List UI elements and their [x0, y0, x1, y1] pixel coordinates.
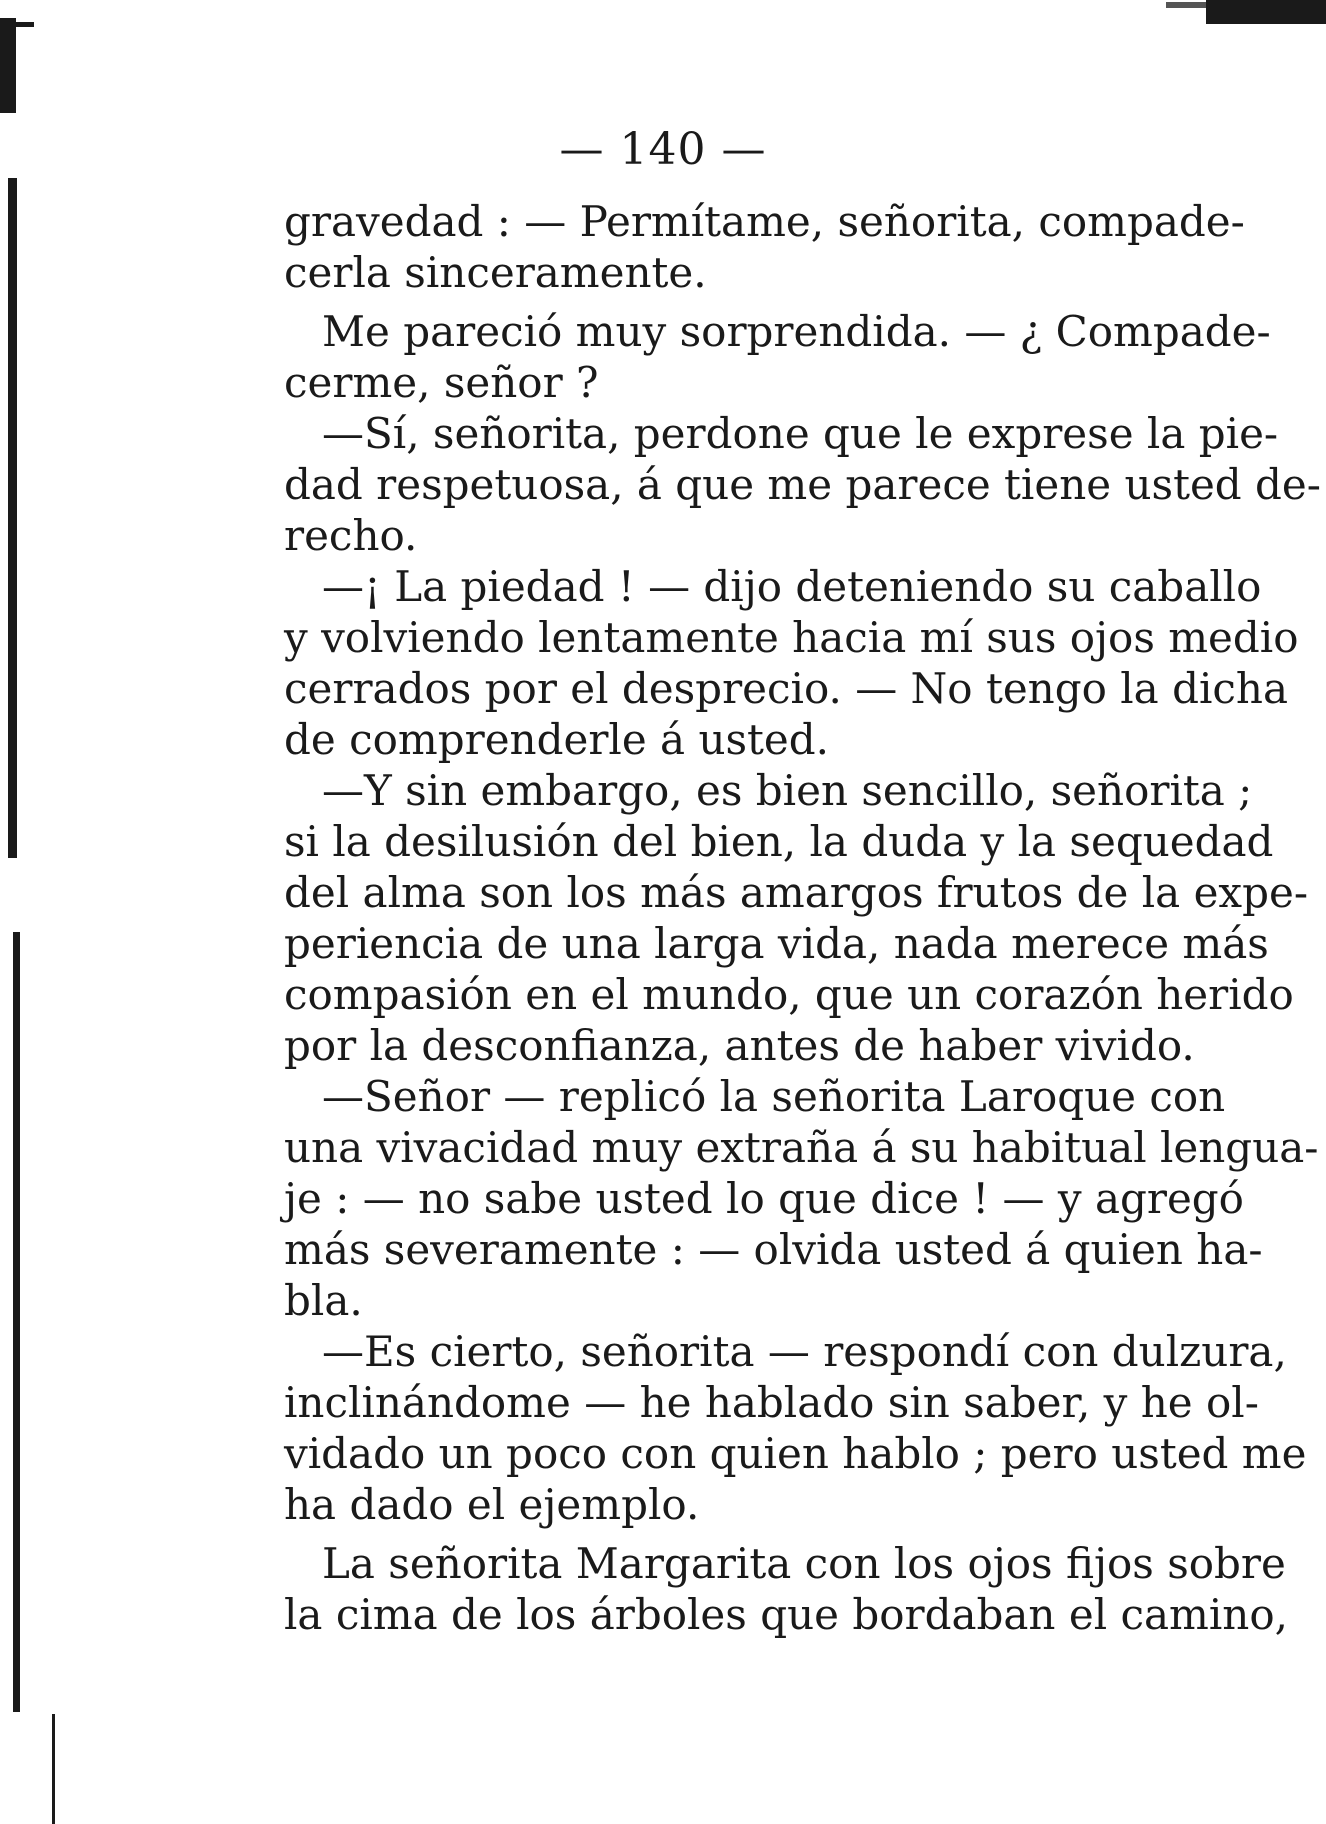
text-line: cerme, señor ? — [284, 358, 599, 407]
text-line: inclinándome — he hablado sin saber, y he ol- — [284, 1378, 1259, 1427]
text-line: La señorita Margarita con los ojos fijos sobre — [322, 1539, 1286, 1588]
body-text — [284, 196, 1321, 1640]
paragraph — [284, 1071, 1319, 1326]
paragraph — [284, 306, 1271, 408]
text-line: una vivacidad muy extraña á su habitual lengua- — [284, 1123, 1319, 1172]
text-line: vidado un poco con quien hablo ; pero usted me — [284, 1429, 1307, 1478]
text-line: —Es cierto, señorita — respondí con dulzura, — [322, 1327, 1287, 1376]
text-line: por la desconfianza, antes de haber vivido. — [284, 1021, 1195, 1070]
text-line: —Señor — replicó la señorita Laroque con — [322, 1072, 1226, 1121]
scan-edge-mark — [1166, 2, 1206, 8]
text-line: más severamente : — olvida usted á quien ha- — [284, 1225, 1263, 1274]
text-line: y volviendo lentamente hacia mí sus ojos medio — [284, 613, 1299, 662]
text-line: —Y sin embargo, es bien sencillo, señorita ; — [322, 766, 1253, 815]
scan-edge-mark — [52, 1714, 55, 1824]
text-line: cerla sinceramente. — [284, 248, 707, 297]
scan-edge-mark — [1206, 0, 1326, 24]
text-line: dad respetuosa, á que me parece tiene usted de- — [284, 460, 1321, 509]
text-line: recho. — [284, 511, 418, 560]
scan-edge-mark — [0, 18, 16, 113]
text-line: je : — no sabe usted lo que dice ! — y agregó — [284, 1174, 1244, 1223]
paragraph — [284, 196, 1245, 298]
text-line: periencia de una larga vida, nada merece más — [284, 919, 1269, 968]
text-line: compasión en el mundo, que un corazón herido — [284, 970, 1294, 1019]
scan-edge-mark — [8, 178, 17, 858]
paragraph — [284, 1326, 1307, 1530]
text-line: ha dado el ejemplo. — [284, 1480, 700, 1529]
paragraph — [284, 1538, 1288, 1640]
text-line: la cima de los árboles que bordaban el camino, — [284, 1590, 1288, 1639]
text-line: gravedad : — Permítame, señorita, compade- — [284, 197, 1245, 246]
scan-edge-mark — [16, 22, 34, 27]
text-line: del alma son los más amargos frutos de la expe- — [284, 868, 1309, 917]
paragraph — [284, 765, 1309, 1071]
text-line: cerrados por el desprecio. — No tengo la dicha — [284, 664, 1289, 713]
text-line: si la desilusión del bien, la duda y la sequedad — [284, 817, 1274, 866]
paragraph — [284, 561, 1299, 765]
scan-edge-mark — [13, 932, 20, 1712]
paragraph — [284, 408, 1321, 561]
text-line: —Sí, señorita, perdone que le exprese la pie- — [322, 409, 1279, 458]
text-line: bla. — [284, 1276, 363, 1325]
text-line: —¡ La piedad ! — dijo deteniendo su caballo — [322, 562, 1262, 611]
text-line: Me pareció muy sorprendida. — ¿ Compade- — [322, 307, 1271, 356]
text-line: de comprenderle á usted. — [284, 715, 830, 764]
page-number: — 140 — — [559, 124, 767, 175]
